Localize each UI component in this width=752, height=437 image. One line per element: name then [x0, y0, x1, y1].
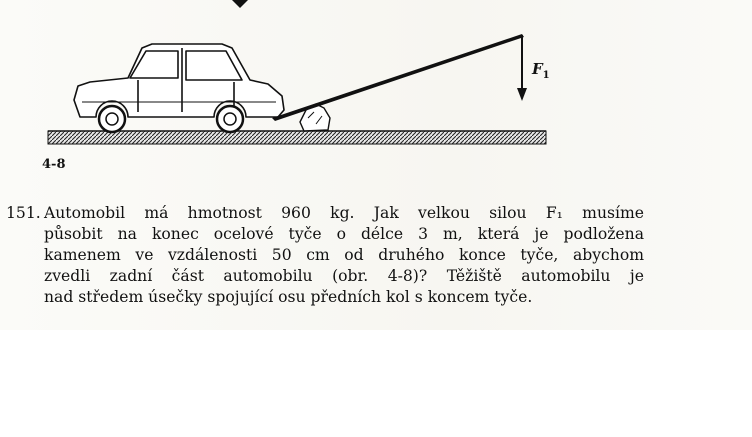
top-arrow-tip [232, 0, 248, 8]
problem-line: kamenem ve vzdálenosti 50 cm od druhého konce tyče, abychom [44, 246, 644, 264]
rear-wheel [99, 106, 125, 132]
problem-number: 151. [6, 204, 41, 222]
car [74, 44, 284, 117]
problem-line: Automobil má hmotnost 960 kg. Jak velkou silou F₁ musíme [44, 204, 644, 222]
lever-rod [272, 34, 524, 121]
front-wheel [217, 106, 243, 132]
force-arrow-head [517, 88, 527, 101]
problem-line: působit na konec ocelové tyče o délce 3 m, která je podložena [44, 225, 644, 243]
page-margin [0, 330, 752, 437]
ground [48, 131, 546, 144]
problem-text [44, 203, 644, 308]
problem-line: nad středem úsečky spojující osu předních kol s koncem tyče. [44, 288, 533, 306]
force-label: $F_1$ [532, 60, 550, 81]
figure-label: 4-8 [42, 157, 66, 172]
problem-line: zvedli zadní část automobilu (obr. 4-8)? Těžiště automobilu je [44, 267, 644, 285]
car-lever-figure [0, 0, 752, 200]
